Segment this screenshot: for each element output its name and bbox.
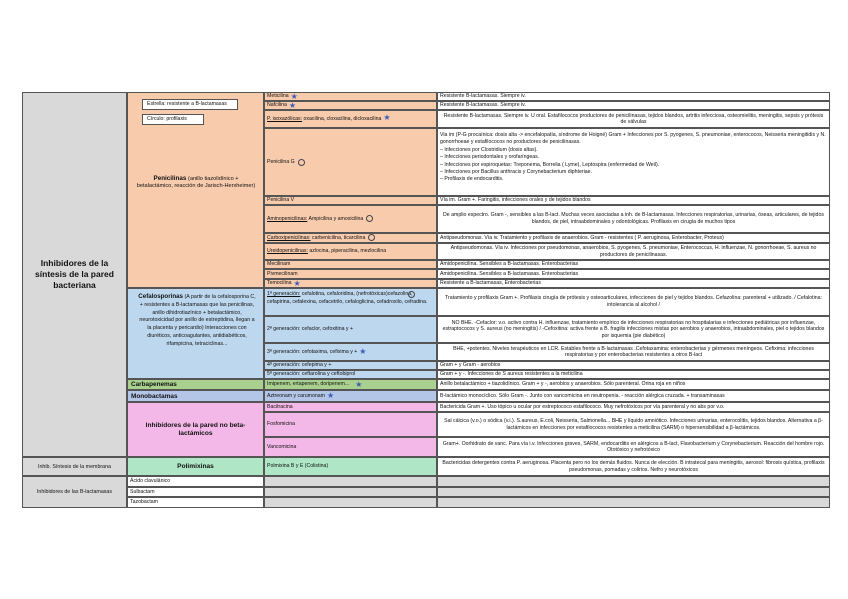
- desc-penicilina-v: [437, 196, 830, 205]
- drug-bacitracina-label: Bacitracina: [267, 403, 293, 410]
- star-icon: ★: [359, 347, 367, 356]
- desc-acido-clavulanico-empty: [437, 476, 830, 487]
- desc-carboxipenicilinas: [437, 233, 830, 243]
- desc-gen5-text: Gram + y -. Infecciones de S aureus resistentes a la meticilina: [440, 371, 583, 378]
- legend-star: [142, 99, 238, 110]
- desc-nafcilina-text: Resistente B-lactamasas. Siempre iv.: [440, 102, 526, 109]
- drug-isoxazolicas-label: oxacilina, cloxacilina, dicloxacilina: [302, 116, 382, 123]
- drug-meticilina-label: Meticilina: [267, 93, 289, 100]
- desc-monobactamas-text: B-lactámico monocíclico. Sólo Gram -. Junto con vancomicina en neutropenia. - reacción alérgica cruzada. + transaminasas: [440, 392, 725, 399]
- drug-monobactamas-label: Aztreonam y carumonam: [267, 392, 325, 399]
- group-cell-pared: [22, 92, 127, 457]
- category-penicilinas: [127, 92, 264, 288]
- group-label-membrana: Inhib. Síntesis de la membrana: [37, 463, 112, 470]
- desc-gen1-text: Tratamiento y profilaxis Gram +. Profilaxis cirugía de prótesis y osteoarticulares, infecciones de piel y tejidos blandos. Cefazolina: parenteral + utilizado. / Cefalotina: intolerancia al alcohol /: [445, 294, 822, 308]
- desc-isoxazolicas-text: Resistente B-lactamasas. Siempre iv. U oral. Estafilococos productores de penicilinasas, tejidos blandos, artritis infecciosa, osteomielitis, meningitis, sepsis y prótesis de válvulas: [443, 112, 824, 125]
- category-cefalosporinas: [127, 288, 264, 379]
- drug-sulbactam-label: Sulbactam: [130, 488, 155, 495]
- drug-gen2-label: 2ª generación: cefaclor, cefoxitina y +: [267, 326, 353, 333]
- drug-carboxipenicilinas-label: carbenicilina, ticarcilina: [310, 235, 366, 242]
- drug-gen1: [264, 288, 437, 316]
- star-icon: ★: [383, 113, 391, 123]
- desc-mecilinam-text: Amidopenicilina. Sensibles a B-lactamasas. Enterobacterias: [440, 261, 579, 268]
- desc-pivmecilinam-text: Amidopenicilina. Sensibles a B-lactamasas. Enterobacterias: [440, 270, 579, 277]
- desc-bacitracina: [437, 402, 830, 412]
- star-icon: ★: [288, 101, 297, 110]
- desc-gen3-text: BHE, +potentes. Niveles terapéuticos en LCR. Estables frente a B-lactamasas .Cefotaxamina: enterobacterias y gérmenes meníngeos. Cefixima: infecciones respiratorias y por enterobacterias resistentes a otros B-lact: [453, 345, 814, 358]
- drug-pivmecilinam: [264, 269, 437, 279]
- penicilinas-title: Penicilinas: [153, 175, 187, 182]
- star-icon: ★: [290, 92, 298, 101]
- drug-carbapenemas-label: Imipenem, ertapenem, doripenem...: [267, 381, 350, 388]
- desc-meticilina: [437, 92, 830, 101]
- desc-gen2: [437, 316, 830, 343]
- drug-penicilina-v-label: Penicilina V: [267, 197, 295, 204]
- category-carbapenemas: [127, 379, 264, 390]
- desc-polimixina-text: Bactericidas detergentes contra P. aeruginosa. Placenta pero no los demás fluidos. Nunca de elección. B intratecal para meningitis, aerosol: fibrosis quística, profilaxis pseudomonas, pomadas y colirios. Nefro y neurotóxicos: [442, 460, 825, 473]
- drug-carboxipenicilinas-group: Carboxipenicilinas:: [267, 235, 311, 242]
- desc-penicilina-g-line: – Infecciones por espiroquetas: Treponema, Borrelia ( Lyme), Leptospira (enfermedad de Weil).: [440, 161, 660, 168]
- penicilinas-desc: (anillo tiazolidínico + betalactámico, reacción de Jarisch-Herxheimer): [136, 176, 256, 190]
- drug-gen1-group: 1ª generación:: [267, 291, 301, 297]
- drug-polimixina: [264, 457, 437, 476]
- drug-carbapenemas: [264, 379, 437, 390]
- drug-tazobactam: [127, 497, 264, 508]
- cefalosporinas-desc: (A partir de la cefalosporina C, + resistentes a B-lactamasas que las penicilinas, anillo dihidrotiazínico + betalactámico, neurotoxicidad por anillo de estreptidina, llegan a la placenta y pericardio) Interacciones con diuréticos, anticoagulantes, antidiabéticos, rifampicina, tetraciclinas...: [139, 294, 256, 347]
- desc-tazobactam-empty: [437, 497, 830, 508]
- drug-tazobactam-empty: [264, 497, 437, 508]
- desc-aminopenicilinas-text: De amplio espectro. Gram -, sensibles a las B-lact. Muchas veces asociadas a inh. de B-lactamasas. Infecciones respiratorias, urinarias, óseas, articulares, de tejidos blandos, de piel, intraabdominales y odontológicas. Profilaxis en cirugía de muchos tipos: [443, 212, 824, 225]
- desc-bacitracina-text: Bactericida Gram +. Uso tópico u ocular por estreptococo estafilococo. Muy nefrotóxicos por vía parenteral y no abs por v.o.: [440, 403, 725, 410]
- drug-gen3-label: 3ª generación: cefotaxima, cefixima y +: [267, 348, 358, 355]
- drug-temocilina-label: Temocilina: [267, 280, 292, 287]
- desc-penicilina-v-text: Vía im. Gram +. Faringitis, infecciones orales y de tejidos blandos: [440, 197, 591, 204]
- drug-ureidopenicilinas-label: azlocina, piperacilina, mezlocilina: [307, 248, 387, 255]
- polimixinas-title: Polimixinas: [177, 463, 214, 470]
- desc-gen5: [437, 370, 830, 379]
- drug-polimixina-label: Polmixina B y E (Colistina): [267, 463, 329, 470]
- drug-sulbactam-empty: [264, 487, 437, 497]
- drug-gen4: [264, 361, 437, 370]
- star-icon: ★: [355, 379, 363, 389]
- desc-carbapenemas: [437, 379, 830, 390]
- desc-temocilina: [437, 279, 830, 288]
- drug-fosfomicina: [264, 412, 437, 437]
- drug-aminopenicilinas-label: Ampicilina y amoxicilina: [307, 216, 364, 223]
- drug-vancomicina-label: Vancomicina: [267, 443, 297, 450]
- desc-temocilina-text: Resistente a B-lactamasas, Enterobacterias: [440, 280, 541, 287]
- no-betalactamicos-title: Inhibidores de la pared no beta-lactámicos: [145, 421, 246, 437]
- desc-mecilinam: [437, 260, 830, 269]
- monobactamas-title: Monobactamas: [131, 392, 178, 400]
- star-icon: ★: [326, 391, 335, 400]
- desc-vancomicina: [437, 437, 830, 457]
- desc-aminopenicilinas: [437, 205, 830, 233]
- drug-ureidopenicilinas: [264, 243, 437, 260]
- drug-mecilinam: [264, 260, 437, 269]
- drug-fosfomicina-label: Fosfomicina: [267, 421, 295, 428]
- desc-fosfomicina-text: Sal cálcica (v.o.) o sódica (v.i.). S.aureus, E.coli, Neisseria, Salmonella... BHE y líquido amniótico. Infecciones urinarias, enterocolitis, tejidos blandos. Alternativa a β-lactámicos en infecciones por estafilococos resistentes a meticilina (SARM) o hipersensibilidad a β-lactámicos.: [444, 417, 823, 431]
- desc-penicilina-g-line: – Infecciones periodontales y orofaríngeas.: [440, 154, 540, 161]
- desc-isoxazolicas: [437, 110, 830, 128]
- desc-penicilina-g-line: – Profilaxis de endocarditis.: [440, 176, 504, 183]
- circle-icon: [408, 291, 415, 298]
- group-cell-blactamasas: [22, 476, 127, 508]
- drug-acido-clavulanico: [127, 476, 264, 487]
- drug-nafcilina-label: Nafcilina: [267, 102, 287, 109]
- desc-pivmecilinam: [437, 269, 830, 279]
- category-polimixinas: [127, 457, 264, 476]
- desc-gen4-text: Gram + y Gram - aerobios: [440, 362, 501, 369]
- circle-icon: [368, 234, 375, 241]
- desc-nafcilina: [437, 101, 830, 110]
- desc-monobactamas: [437, 390, 830, 402]
- drug-isoxazolicas-group: P. isoxazólicas:: [267, 116, 303, 123]
- drug-pivmecilinam-label: Pivmecilinam: [267, 270, 298, 277]
- drug-acido-clavulanico-label: Ácido clavulánico: [130, 478, 171, 485]
- legend-circle: [142, 114, 204, 125]
- desc-polimixina: [437, 457, 830, 476]
- legend-star-label: Estrella: resistente a B-lactamasas: [147, 101, 227, 108]
- drug-carboxipenicilinas: [264, 233, 437, 243]
- desc-carboxipenicilinas-text: Antipseudomonas. Vía iv. Tratamiento y profilaxis de anaerobios. Gram - resistentes ( P. aeruginosa, Enterobacter, Proteus): [440, 234, 724, 241]
- drug-gen5: [264, 370, 437, 379]
- desc-gen4: [437, 361, 830, 370]
- drug-sulbactam: [127, 487, 264, 497]
- circle-icon: [298, 159, 305, 166]
- cefalosporinas-text: [138, 293, 256, 349]
- group-label-blactamasas: Inhibidores de las B-lactamasas: [36, 489, 113, 495]
- cefalosporinas-title: Cefalosporinas: [138, 293, 183, 300]
- category-monobactamas: [127, 390, 264, 402]
- drug-aminopenicilinas-group: Aminopenicilinas:: [267, 216, 308, 223]
- desc-gen1: [437, 288, 830, 316]
- drug-gen5-label: 5ª generación: ceftarolina y ceftobiprol: [267, 371, 356, 378]
- drug-meticilina: [264, 92, 437, 101]
- desc-penicilina-g-line: – Infecciones por Bacillus anthracis y Corynebacterium diphteriae.: [440, 169, 592, 176]
- desc-fosfomicina: [437, 412, 830, 437]
- drug-aminopenicilinas: [264, 205, 437, 233]
- legend-circle-label: Círculo: profilaxis: [147, 116, 187, 123]
- desc-gen2-text: NO BHE. -Cefaclor: v.o. activo contra H. influenzae, tratamiento empírico de infecciones respiratorias no hospitalarias e infecciones pediátricas por influenzae, estraptococos y S. aureus (no meningitis) / -Cefoxitina: activa frente a B. fragilis infecciones mixtas por aerobios y anaerobios, intraabdominales, piel o tejidos blandos por isquemia (pie diabético): [442, 319, 825, 339]
- group-cell-membrana: [22, 457, 127, 476]
- drug-penicilina-v: [264, 196, 437, 205]
- drug-ureidopenicilinas-group: Ureidopenicilinas:: [267, 248, 308, 255]
- drug-mecilinam-label: Mecilinam: [267, 261, 291, 268]
- drug-temocilina: [264, 279, 437, 288]
- desc-ureidopenicilinas: [437, 243, 830, 260]
- carbapenemas-title: Carbapenemas: [131, 381, 177, 388]
- group-label-pared: Inhibidores de la síntesis de la pared bacteriana: [35, 258, 114, 290]
- desc-carbapenemas-text: Anillo betalactámico + tiazolidínico. Gram + y -, aerobios y anaerobios. Sólo parenteral. Orina roja en niños: [440, 381, 686, 388]
- category-no-betalactamicos: [127, 402, 264, 457]
- desc-penicilina-g-line: – Infecciones por Clostridium (dosis altas).: [440, 146, 538, 153]
- drug-penicilina-g-label: Penicilina G: [267, 158, 295, 165]
- drug-acido-clavulanico-empty: [264, 476, 437, 487]
- desc-gen3: [437, 343, 830, 361]
- desc-penicilina-g: [437, 128, 830, 196]
- drug-gen1-label: cefalotina, cefaloridina, (nefrotóxicas)cefazolina, cefapirina, cefalexina, cefacetrilo, cefaloglicina, cefadroxilo, cefradina.: [267, 291, 428, 305]
- desc-ureidopenicilinas-text: Antipseudomonas. Vía iv. Infecciones por pseudomonas, anaerobios, S. pyogenes, S. pneumoniae, Enterococcus, H. influenzae, N. gonorrhoeae, S. aureus no productores de penicilinasas.: [450, 245, 817, 258]
- drug-monobactamas: [264, 390, 437, 402]
- drug-gen4-label: 4ª generación: cefepima y +: [267, 362, 332, 369]
- desc-sulbactam-empty: [437, 487, 830, 497]
- drug-isoxazolicas: [264, 110, 437, 128]
- drug-nafcilina: [264, 101, 437, 110]
- penicilinas-text: [136, 175, 256, 191]
- drug-tazobactam-label: Tazobactam: [130, 499, 158, 506]
- desc-meticilina-text: Resistente B-lactamasas. Siempre iv.: [440, 93, 526, 100]
- drug-vancomicina: [264, 437, 437, 457]
- drug-penicilina-g: [264, 128, 437, 196]
- drug-gen3: [264, 343, 437, 361]
- desc-penicilina-g-line: Via im (P-G procaínica: dosis alta -> encefalopatía, síndrome de Hoigné) Gram + Infecciones por S. pyogenes, S. pneumoniae, enterococos, Neisseria meningitidis y N. gonorrhoeae y estafilococos no productores de penicilinasas.: [440, 132, 826, 146]
- drug-gen2: [264, 316, 437, 343]
- circle-icon: [366, 215, 373, 222]
- desc-vancomicina-text: Gram+. Oorhidrato de vanc. Para vía i.v. Infecciones graves, SARM, endocarditis en alérgicos a B-lact, Flavobacterium y Corynebacterium. Reacción del hombre rojo. Ototóxico y nefrotóxico: [442, 440, 825, 453]
- drug-bacitracina: [264, 402, 437, 412]
- star-icon: ★: [293, 279, 301, 288]
